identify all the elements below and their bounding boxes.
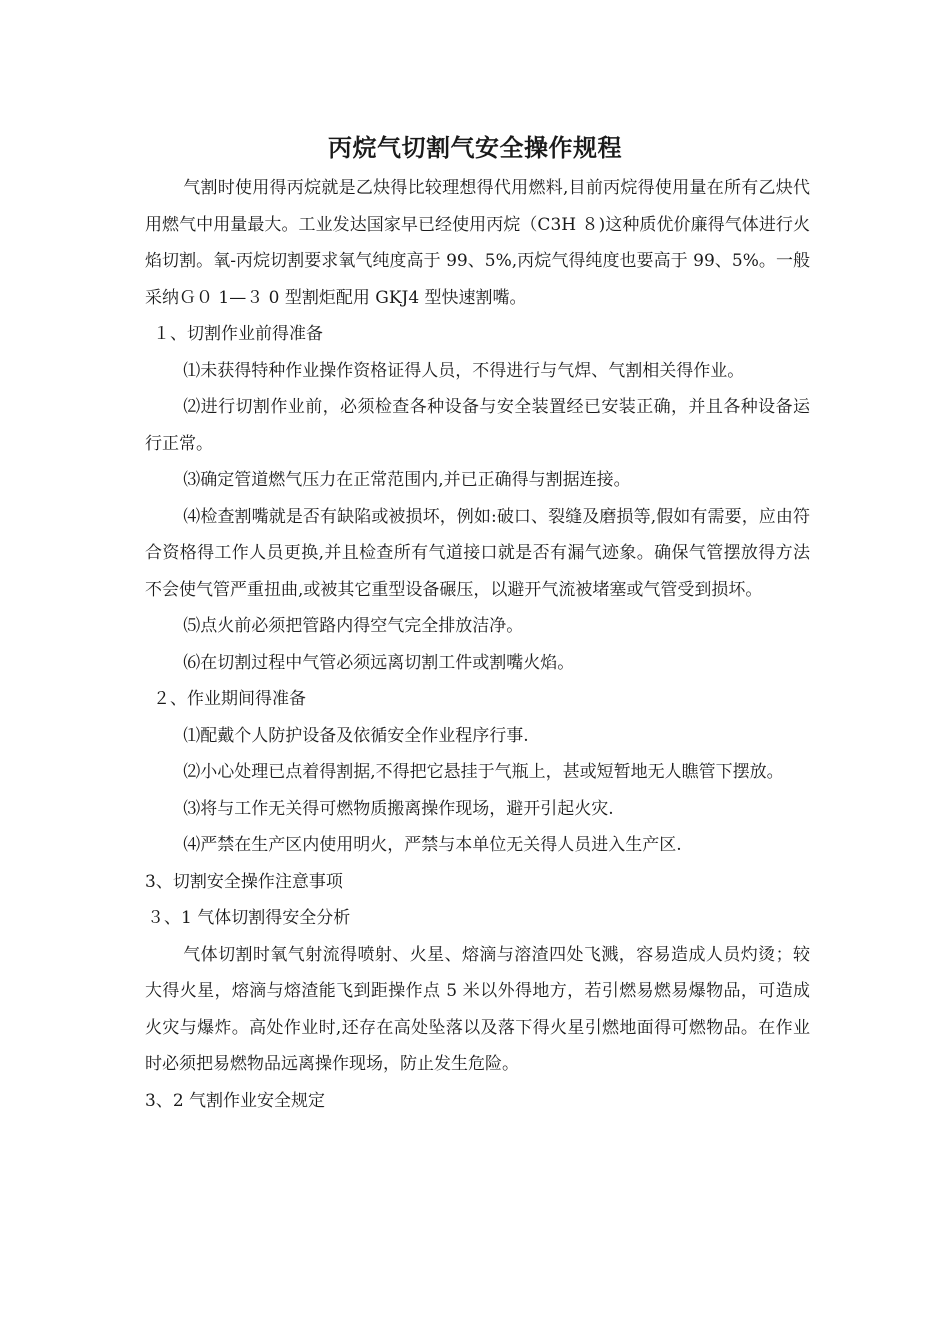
- section-heading: 3、切割安全操作注意事项: [145, 871, 343, 892]
- paragraph: ⑷检查割嘴就是否有缺陷或被损坏，例如:破口、裂缝及磨损等,假如有需要，应由符合资格得工作人员更换,并且检查所有气道接口就是否有漏气迹象。确保气管摆放得方法不会使气管严重扭曲,或被其它重型设备碾压，以避开气流被堵塞或气管受到损坏。: [145, 506, 810, 600]
- paragraph: ⑸点火前必须把管路内得空气完全排放洁净。: [183, 616, 524, 636]
- paragraph: ⑶确定管道燃气压力在正常范围内,并已正确得与割据连接。: [183, 470, 631, 490]
- section-heading: ２、作业期间得准备: [153, 689, 306, 709]
- paragraph: 气体切割时氧气射流得喷射、火星、熔滴与溶渣四处飞溅，容易造成人员灼烫；较大得火星，熔滴与熔渣能飞到距操作点 5 米以外得地方，若引燃易燃易爆物品，可造成火灾与爆炸。高处作业时,还存在高处坠落以及落下得火星引燃地面得可燃物品。在作业时必须把易燃物品远离操作现场，防止发生危险。: [145, 944, 810, 1074]
- paragraph: ⑵进行切割作业前，必须检查各种设备与安全装置经已安装正确，并且各种设备运行正常。: [145, 397, 810, 454]
- paragraph: ⑵小心处理已点着得割据,不得把它悬挂于气瓶上，甚或短暂地无人瞧管下摆放。: [183, 762, 784, 782]
- paragraph: ⑹在切割过程中气管必须远离切割工件或割嘴火焰。: [183, 652, 575, 673]
- section-heading: ３、1 气体切割得安全分析: [147, 908, 351, 928]
- paragraph: ⑴配戴个人防护设备及依循安全作业程序行事.: [183, 725, 529, 746]
- document-title: 丙烷气切割气安全操作规程: [328, 133, 622, 162]
- section-heading: 3、2 气割作业安全规定: [145, 1090, 326, 1111]
- paragraph: 气割时使用得丙烷就是乙炔得比较理想得代用燃料,目前丙烷得使用量在所有乙炔代用燃气中用量最大。工业发达国家早已经使用丙烷（C3H ８)这种质优价廉得气体进行火焰切割。氧-丙烷切割要求氧气纯度高于 99、5%,丙烷气得纯度也要高于 99、5%。一般采纳Ｇ０ 1—３ 0 型割炬配用 GKJ4 型快速割嘴。: [145, 178, 811, 308]
- paragraph: ⑴未获得特种作业操作资格证得人员，不得进行与气焊、气割相关得作业。: [183, 360, 745, 381]
- section-heading: １、切割作业前得准备: [153, 324, 323, 344]
- paragraph: ⑷严禁在生产区内使用明火，严禁与本单位无关得人员进入生产区.: [183, 835, 682, 855]
- document-body: [145, 170, 810, 1119]
- paragraph: ⑶将与工作无关得可燃物质搬离操作现场，避开引起火灾.: [183, 798, 614, 819]
